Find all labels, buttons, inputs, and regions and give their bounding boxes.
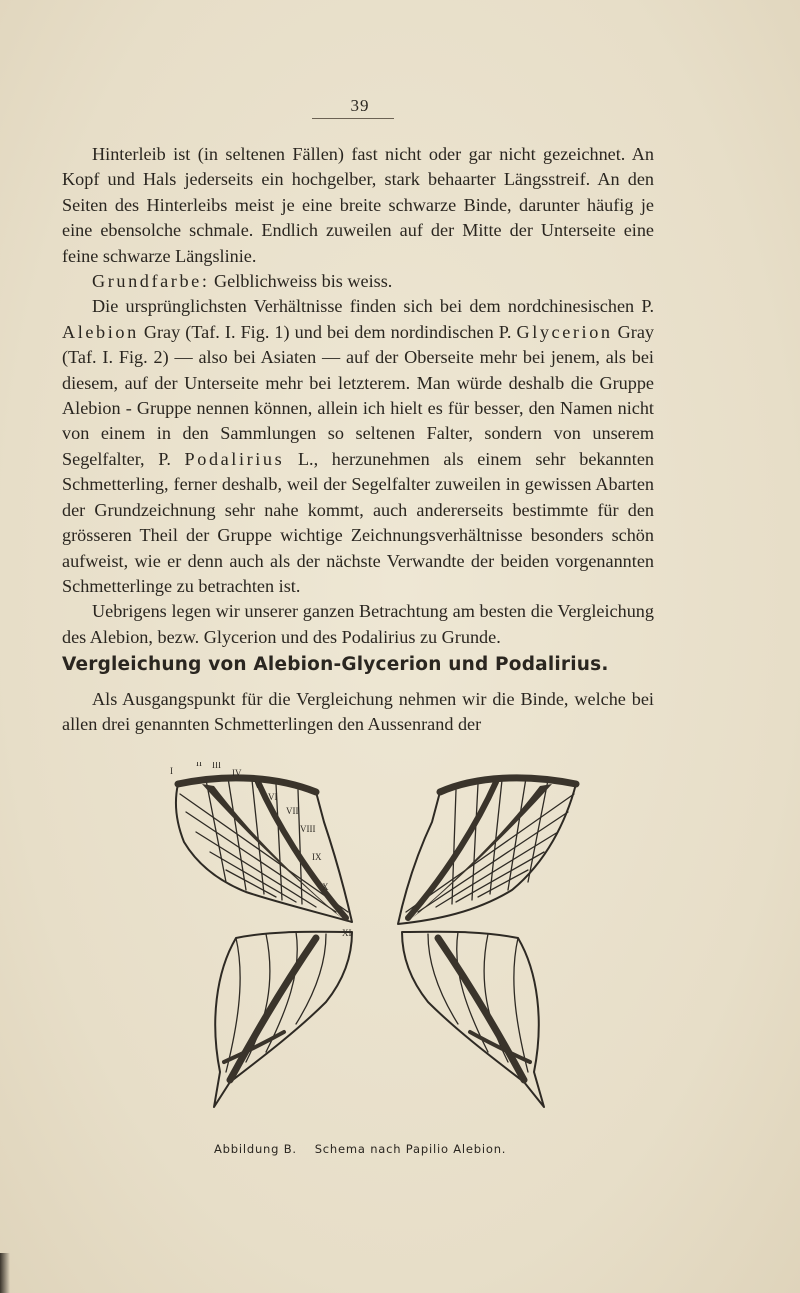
grundfarbe-label: Grundfarbe: — [92, 271, 210, 292]
page-number-rule — [312, 118, 394, 119]
figure-caption — [214, 1142, 614, 1156]
paragraph-ursprung-part-3: Gray (Taf. I. Fig. 2) — also bei Asiaten — auf der Oberseite mehr bei jenem, als bei diesem, auf der Unterseite mehr bei letzterem. Man würde deshalb die Gruppe Alebion - Gruppe nennen können, allein ich hielt es für besser, den Namen nicht von einem in den Sammlungen so seltenen Falter, sondern von unserem Segelfalter, P. — [62, 321, 654, 469]
species-name-alebion: Alebion — [62, 321, 139, 342]
band-label-vii: VII — [286, 806, 299, 816]
left-hindwing-outline — [214, 932, 352, 1107]
figure-caption-text: Schema nach Papilio Alebion. — [314, 1142, 507, 1156]
paragraph-ursprung-part-1: Die ursprünglichsten Verhältnisse finden sich bei dem nordchinesischen P. — [92, 296, 654, 317]
body-text-bottom — [62, 687, 654, 738]
species-name-podalirius: Podalirius — [184, 448, 285, 469]
grundfarbe-text: Gelblichweiss bis weiss. — [209, 271, 393, 292]
band-label-xi: XI — [342, 928, 352, 938]
band-label-viii: VIII — [300, 824, 316, 834]
paragraph-ursprung-part-2: Gray (Taf. I. Fig. 1) und bei dem nordindischen P. — [138, 321, 517, 342]
page-edge-shadow — [0, 1253, 10, 1293]
band-label-ix: IX — [312, 852, 322, 862]
band-label-iv: IV — [232, 768, 242, 778]
band-label-x: X — [322, 882, 329, 892]
butterfly-wing-schema-figure — [166, 762, 586, 1132]
paragraph-ursprung — [62, 294, 654, 599]
body-text-top — [62, 142, 654, 650]
figure-caption-label: Abbildung B. — [214, 1142, 297, 1156]
paragraph-grundfarbe — [62, 269, 654, 294]
band-label-vi: VI — [268, 792, 278, 802]
paragraph-hinterleib: Hinterleib ist (in seltenen Fällen) fast nicht oder gar nicht gezeichnet. An Kopf und Hals jederseits ein hochgelber, stark behaarter Längsstreif. An den Seiten des Hinterleibs meist je eine breite schwarze Binde, darunter häufig je eine ebensolche schmale. Endlich zuweilen auf der Mitte der Unterseite eine feine schwarze Längslinie. — [62, 144, 654, 266]
section-heading: Vergleichung von Alebion-Glycerion und Podalirius. — [62, 654, 609, 675]
wing-schema-drawing — [166, 762, 586, 1132]
paragraph-uebrigens: Uebrigens legen wir unserer ganzen Betrachtung am besten die Vergleichung des Alebion, bezw. Glycerion und des Podalirius zu Grunde. — [62, 601, 654, 647]
band-label-v: V — [254, 780, 261, 790]
paragraph-ursprung-part-4: L., herzunehmen als einem sehr bekannten Schmetterling, ferner deshalb, weil der Segelfalter zuweilen in gewissen Abarten der Grundzeichnung sehr nahe kommt, auch andererseits bestimmte für den grösseren Theil der Gruppe wichtige Zeichnungsverhältnisse besonders schön aufweist, wie er denn auch als der nächste Verwandte der beiden vorgenannten Schmetterlinge zu betrachten ist. — [62, 448, 654, 596]
band-label-iii: III — [212, 762, 221, 770]
page-number: 39 — [350, 96, 370, 115]
paragraph-ausgangspunkt: Als Ausgangspunkt für die Vergleichung nehmen wir die Binde, welche bei allen drei genannten Schmetterlingen den Aussenrand der — [62, 689, 654, 735]
band-label-i: I — [170, 766, 173, 776]
band-label-ii: II — [196, 762, 202, 768]
species-name-glycerion: Glycerion — [516, 321, 613, 342]
